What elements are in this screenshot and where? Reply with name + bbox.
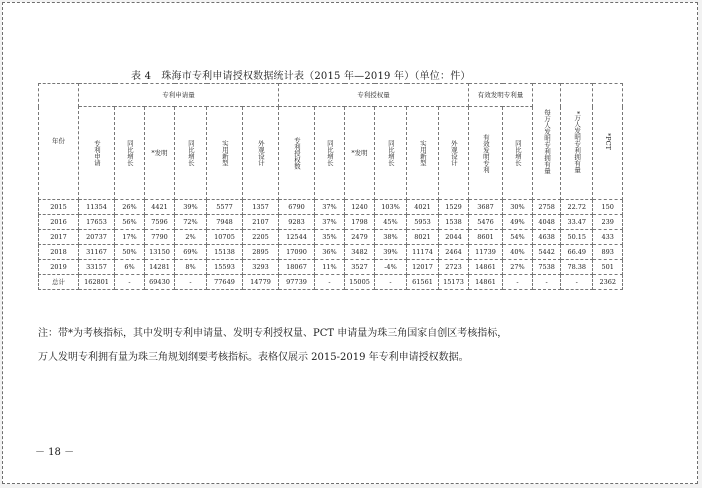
value-cell: 1357 xyxy=(243,200,279,215)
value-cell: 4048 xyxy=(533,215,561,230)
value-cell: 1798 xyxy=(345,215,375,230)
value-cell: 7596 xyxy=(145,215,175,230)
value-cell: 11% xyxy=(315,260,345,275)
value-cell: 8% xyxy=(175,260,207,275)
value-cell: 162801 xyxy=(79,275,115,290)
table-row xyxy=(39,200,623,215)
col-header: *发明 xyxy=(145,107,175,200)
value-cell: 3687 xyxy=(469,200,503,215)
table-row xyxy=(39,215,623,230)
value-cell: - xyxy=(115,275,145,290)
value-cell: 2464 xyxy=(439,245,469,260)
col-header: 外观设计 xyxy=(243,107,279,200)
year-cell: 2015 xyxy=(39,200,79,215)
value-cell: 17% xyxy=(115,230,145,245)
per-10k-star-header: *万人发明专利拥有量 xyxy=(561,84,593,200)
value-cell: 8021 xyxy=(407,230,439,245)
col-header: 同比增长 xyxy=(375,107,407,200)
col-header: 专利授权数 xyxy=(279,107,315,200)
value-cell: 13150 xyxy=(145,245,175,260)
value-cell: 3293 xyxy=(243,260,279,275)
value-cell: 72% xyxy=(175,215,207,230)
value-cell: 61561 xyxy=(407,275,439,290)
year-cell: 2017 xyxy=(39,230,79,245)
value-cell: 239 xyxy=(593,215,623,230)
value-cell: 97739 xyxy=(279,275,315,290)
value-cell: 5442 xyxy=(533,245,561,260)
value-cell: 433 xyxy=(593,230,623,245)
value-cell: 2362 xyxy=(593,275,623,290)
col-header: *发明 xyxy=(345,107,375,200)
col-header: 同比增长 xyxy=(115,107,145,200)
value-cell: 27% xyxy=(503,260,533,275)
value-cell: 8601 xyxy=(469,230,503,245)
value-cell: 4638 xyxy=(533,230,561,245)
value-cell: 22.72 xyxy=(561,200,593,215)
year-cell: 总计 xyxy=(39,275,79,290)
value-cell: 2205 xyxy=(243,230,279,245)
value-cell: 37% xyxy=(315,215,345,230)
value-cell: - xyxy=(375,275,407,290)
value-cell: 3482 xyxy=(345,245,375,260)
patent-statistics-table xyxy=(38,83,623,290)
table-row xyxy=(39,230,623,245)
value-cell: 31167 xyxy=(79,245,115,260)
value-cell: 2044 xyxy=(439,230,469,245)
value-cell: - xyxy=(503,275,533,290)
col-header: 外观设计 xyxy=(439,107,469,200)
value-cell: 2107 xyxy=(243,215,279,230)
table-body xyxy=(39,200,623,290)
pct-header: *PCT xyxy=(593,84,623,200)
note-line-1: 注：带*为考核指标，其中发明专利申请量、发明专利授权量、PCT 申请量为珠三角国家自创区考核指标， xyxy=(38,328,508,339)
year-cell: 2018 xyxy=(39,245,79,260)
value-cell: 39% xyxy=(175,200,207,215)
value-cell: 5953 xyxy=(407,215,439,230)
value-cell: 501 xyxy=(593,260,623,275)
value-cell: 49% xyxy=(503,215,533,230)
value-cell: 14861 xyxy=(469,275,503,290)
value-cell: 40% xyxy=(503,245,533,260)
value-cell: 1240 xyxy=(345,200,375,215)
value-cell: 20737 xyxy=(79,230,115,245)
value-cell: 5577 xyxy=(207,200,243,215)
value-cell: 5476 xyxy=(469,215,503,230)
value-cell: - xyxy=(533,275,561,290)
value-cell: 66.49 xyxy=(561,245,593,260)
value-cell: 26% xyxy=(115,200,145,215)
value-cell: 2723 xyxy=(439,260,469,275)
value-cell: 7538 xyxy=(533,260,561,275)
value-cell: 11354 xyxy=(79,200,115,215)
value-cell: 4421 xyxy=(145,200,175,215)
value-cell: 103% xyxy=(375,200,407,215)
value-cell: 15005 xyxy=(345,275,375,290)
table-row xyxy=(39,245,623,260)
value-cell: 50.15 xyxy=(561,230,593,245)
table-row xyxy=(39,275,623,290)
value-cell: -4% xyxy=(375,260,407,275)
value-cell: 11739 xyxy=(469,245,503,260)
per-10k-header: 每万人发明专利拥有量 xyxy=(533,84,561,200)
year-cell: 2016 xyxy=(39,215,79,230)
value-cell: 3527 xyxy=(345,260,375,275)
col-header: 专利申请 xyxy=(79,107,115,200)
value-cell: 78.38 xyxy=(561,260,593,275)
value-cell: 6790 xyxy=(279,200,315,215)
col-header: 实用新型 xyxy=(407,107,439,200)
value-cell: - xyxy=(315,275,345,290)
value-cell: 45% xyxy=(375,215,407,230)
year-header: 年份 xyxy=(39,84,79,200)
value-cell: 37% xyxy=(315,200,345,215)
value-cell: 4021 xyxy=(407,200,439,215)
value-cell: 9283 xyxy=(279,215,315,230)
value-cell: 2895 xyxy=(243,245,279,260)
value-cell: 7790 xyxy=(145,230,175,245)
value-cell: 33157 xyxy=(79,260,115,275)
value-cell: - xyxy=(561,275,593,290)
value-cell: 14779 xyxy=(243,275,279,290)
value-cell: 14861 xyxy=(469,260,503,275)
value-cell: 15593 xyxy=(207,260,243,275)
value-cell: 54% xyxy=(503,230,533,245)
value-cell: 38% xyxy=(375,230,407,245)
value-cell: - xyxy=(175,275,207,290)
col-header: 实用新型 xyxy=(207,107,243,200)
table-title: 表 4 珠海市专利申请授权数据统计表（2015 年—2019 年）（单位：件） xyxy=(131,71,471,82)
value-cell: 15173 xyxy=(439,275,469,290)
col-header: 有效发明专利 xyxy=(469,107,503,200)
value-cell: 12544 xyxy=(279,230,315,245)
value-cell: 12017 xyxy=(407,260,439,275)
value-cell: 2758 xyxy=(533,200,561,215)
value-cell: 39% xyxy=(375,245,407,260)
col-header: 同比增长 xyxy=(175,107,207,200)
value-cell: 69430 xyxy=(145,275,175,290)
col-header: 同比增长 xyxy=(315,107,345,200)
value-cell: 893 xyxy=(593,245,623,260)
value-cell: 7948 xyxy=(207,215,243,230)
note-line-2: 万人发明专利拥有量为珠三角规划纲要考核指标。表格仅展示 2015-2019 年专利申请授权数据。 xyxy=(38,352,469,363)
value-cell: 77649 xyxy=(207,275,243,290)
value-cell: 2% xyxy=(175,230,207,245)
value-cell: 30% xyxy=(503,200,533,215)
value-cell: 6% xyxy=(115,260,145,275)
value-cell: 1538 xyxy=(439,215,469,230)
document-page xyxy=(2,2,698,484)
value-cell: 15138 xyxy=(207,245,243,260)
application-group-header: 专利申请量 xyxy=(79,84,279,107)
value-cell: 11174 xyxy=(407,245,439,260)
value-cell: 10705 xyxy=(207,230,243,245)
page-number: － 18 － xyxy=(35,447,75,458)
col-header: 同比增长 xyxy=(503,107,533,200)
effective-group-header: 有效发明专利量 xyxy=(469,84,533,107)
value-cell: 150 xyxy=(593,200,623,215)
value-cell: 69% xyxy=(175,245,207,260)
value-cell: 50% xyxy=(115,245,145,260)
value-cell: 36% xyxy=(315,245,345,260)
value-cell: 33.47 xyxy=(561,215,593,230)
value-cell: 1529 xyxy=(439,200,469,215)
value-cell: 2479 xyxy=(345,230,375,245)
value-cell: 17653 xyxy=(79,215,115,230)
value-cell: 17090 xyxy=(279,245,315,260)
table-row xyxy=(39,260,623,275)
grant-group-header: 专利授权量 xyxy=(279,84,469,107)
value-cell: 35% xyxy=(315,230,345,245)
value-cell: 18067 xyxy=(279,260,315,275)
value-cell: 56% xyxy=(115,215,145,230)
value-cell: 14281 xyxy=(145,260,175,275)
year-cell: 2019 xyxy=(39,260,79,275)
